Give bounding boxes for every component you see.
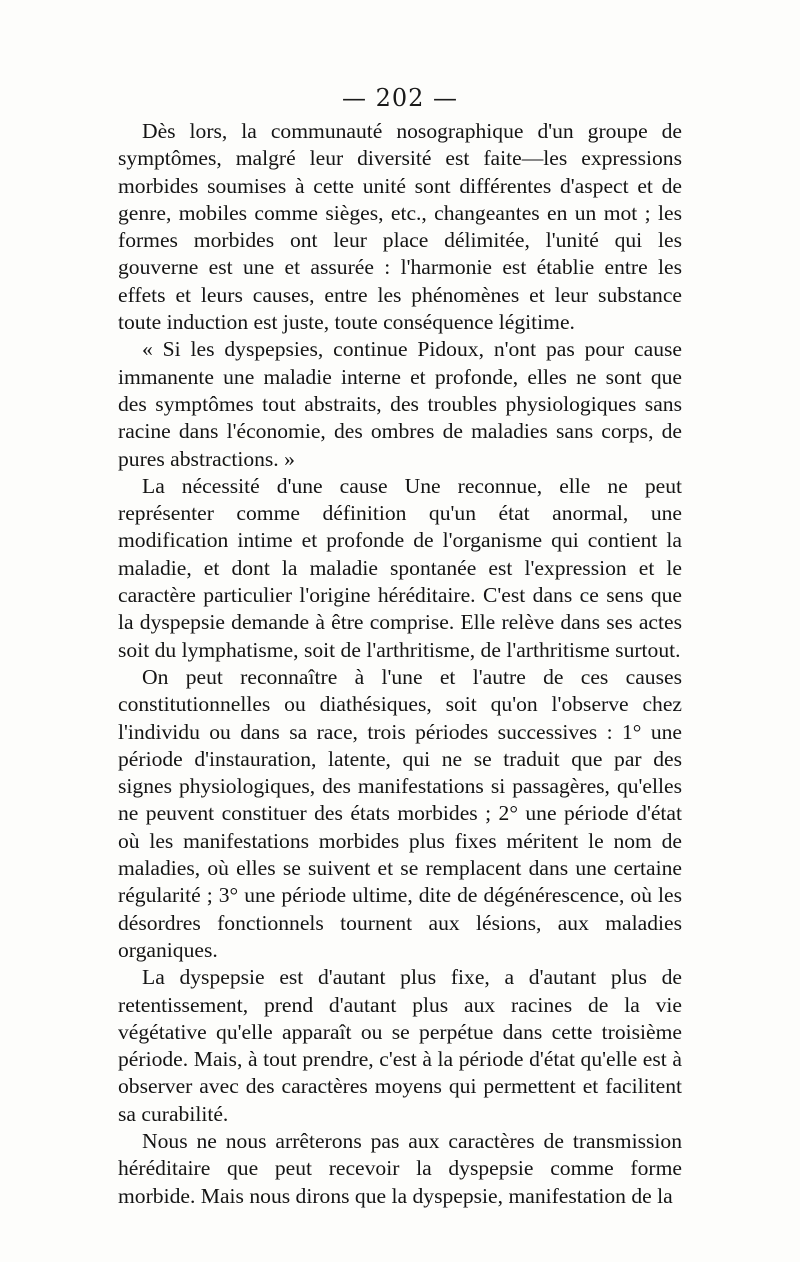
paragraph-three-periods: On peut reconnaître à l'une et l'autre de ces causes constitutionnelles ou diathésiques, soit qu'on l'observe chez l'individu ou dans sa race, trois périodes successives : 1° une période d'instauration, latente, qui ne se traduit que par des signes physiologiques, des manifestations si passagères, qu'elles ne peuvent constituer des états morbides ; 2° une période d'état où les manifestations morbides plus fixes méritent le nom de maladies, où elles se suivent et se remplacent dans une certaine régularité ; 3° une période ultime, dite de dégénérescence, où les désordres fonctionnels tournent aux lésions, aux maladies organiques.	[118, 664, 682, 962]
page-number: — 202 —	[341, 84, 459, 112]
paragraph-pidoux-quote: « Si les dyspepsies, continue Pidoux, n'ont pas pour cause immanente une maladie interne et profonde, elles ne sont que des symptômes tout abstraits, des troubles physiologiques sans racine dans l'économie, des ombres de maladies sans corps, de pures abstractions. »	[118, 337, 682, 471]
paragraph-dyspepsia-fixity: La dyspepsie est d'autant plus fixe, a d'autant plus de retentissement, prend d'autant plus aux racines de la vie végétative qu'elle apparaît ou se perpétue dans cette troisième période. Mais, à tout prendre, c'est à la période d'état qu'elle est à observer avec des caractères moyens qui permettent et facilitent sa curabilité.	[118, 965, 682, 1126]
body-text	[118, 118, 682, 1210]
paragraph-nosographic-unity: Dès lors, la communauté nosographique d'un groupe de symptômes, malgré leur diversité est faite—les expressions morbides soumises à cette unité sont différentes d'aspect et de genre, mobiles comme sièges, etc., changeantes en un mot ; les formes morbides ont leur place délimitée, l'unité qui les gouverne est une et assurée : l'harmonie est établie entre les effets et leurs causes, entre les phénomènes et leur substance toute induction est juste, toute conséquence légitime.	[118, 119, 682, 335]
paragraph-necessity-of-cause: La nécessité d'une cause Une reconnue, elle ne peut représenter comme définition qu'un état anormal, une modification intime et profonde de l'organisme qui contient la maladie, et dont la maladie spontanée est l'expression et le caractère particulier l'origine héréditaire. C'est dans ce sens que la dyspepsie demande à être comprise. Elle relève dans ses actes soit du lymphatisme, soit de l'arthritisme, de l'arthritisme surtout.	[118, 473, 682, 662]
paragraph-hereditary-transmission: Nous ne nous arrêterons pas aux caractères de transmission héréditaire que peut recevoir la dyspepsie comme forme morbide. Mais nous dirons que la dyspepsie, manifestation de la	[118, 1128, 682, 1208]
